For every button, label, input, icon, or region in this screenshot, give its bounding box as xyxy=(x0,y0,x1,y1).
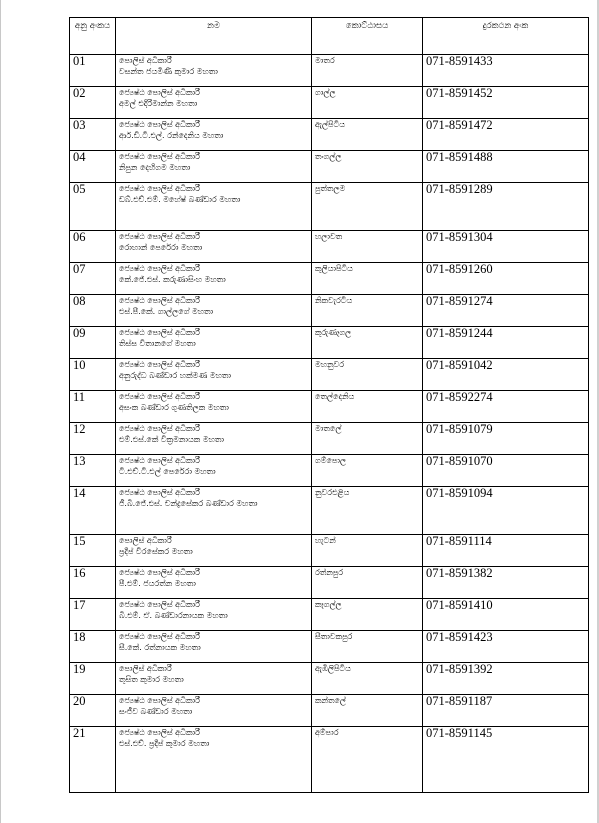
officer-cell xyxy=(116,695,312,727)
officer-rank: ජ්‍යෙෂ්ඨ පොලිස් අධිකාරී xyxy=(119,424,200,433)
table-row xyxy=(70,359,589,391)
table-row xyxy=(70,119,589,151)
table-row xyxy=(70,231,589,263)
table-row xyxy=(70,391,589,423)
phone-number: 071-8591070 xyxy=(423,455,589,487)
phone-number: 071-8591114 xyxy=(423,535,589,567)
officer-name: ඩබ්.එච්.එම්. මහේෂ් බණ්ඩාර මහතා xyxy=(119,195,241,204)
officer-cell xyxy=(116,119,312,151)
header-division: කොට්ඨාසය xyxy=(312,18,423,55)
officer-cell xyxy=(116,359,312,391)
officer-name: ප්‍රදීප් වීරසේකර මහතා xyxy=(119,547,193,556)
division-name: කුරුණෑගල xyxy=(312,327,423,359)
officer-rank: ජ්‍යෙෂ්ඨ පොලිස් අධිකාරී xyxy=(119,184,200,193)
phone-number: 071-8591392 xyxy=(423,663,589,695)
phone-number: 071-8591244 xyxy=(423,327,589,359)
division-name: රත්නපුර xyxy=(312,567,423,599)
division-name: ඇඹිලිපිටිය xyxy=(312,663,423,695)
phone-number: 071-8591145 xyxy=(423,727,589,793)
row-number: 07 xyxy=(70,263,116,295)
officer-cell xyxy=(116,55,312,87)
officer-rank: ජ්‍යෙෂ්ඨ පොලිස් අධිකාරී xyxy=(119,696,200,705)
division-name: නුවරඑළිය xyxy=(312,487,423,535)
phone-number: 071-8591423 xyxy=(423,631,589,663)
officer-name: පී.එම්. ජයරත්න මහතා xyxy=(119,579,196,588)
table-row xyxy=(70,599,589,631)
viewer-left-edge xyxy=(0,0,1,823)
phone-number: 071-8591452 xyxy=(423,87,589,119)
officer-cell xyxy=(116,727,312,793)
row-number: 12 xyxy=(70,423,116,455)
table-row xyxy=(70,695,589,727)
row-number: 10 xyxy=(70,359,116,391)
row-number: 04 xyxy=(70,151,116,183)
officer-rank: ජ්‍යෙෂ්ඨ පොලිස් අධිකාරී xyxy=(119,88,200,97)
row-number: 06 xyxy=(70,231,116,263)
division-name: කන්තලේ xyxy=(312,695,423,727)
officer-cell xyxy=(116,487,312,535)
division-name: පුත්තලම xyxy=(312,183,423,231)
division-name: තංගල්ල xyxy=(312,151,423,183)
row-number: 02 xyxy=(70,87,116,119)
officer-name: අමල් එදිරිමාන්න මහතා xyxy=(119,99,198,108)
officer-cell xyxy=(116,599,312,631)
phone-number: 071-8591042 xyxy=(423,359,589,391)
officer-cell xyxy=(116,423,312,455)
table-row xyxy=(70,631,589,663)
table-row xyxy=(70,295,589,327)
officer-cell xyxy=(116,631,312,663)
phone-number: 071-8591410 xyxy=(423,599,589,631)
officer-rank: ජ්‍යෙෂ්ඨ පොලිස් අධිකාරී xyxy=(119,232,200,241)
table-row xyxy=(70,567,589,599)
phone-number: 071-8591382 xyxy=(423,567,589,599)
officer-cell xyxy=(116,87,312,119)
table-header-row xyxy=(70,18,589,55)
officer-cell xyxy=(116,455,312,487)
row-number: 21 xyxy=(70,727,116,793)
officer-name: සංජීව බණ්ඩාර මහතා xyxy=(119,707,193,716)
officer-rank: ජ්‍යෙෂ්ඨ පොලිස් අධිකාරී xyxy=(119,264,200,273)
division-name: නිකවැරටිය xyxy=(312,295,423,327)
officer-rank: ජ්‍යෙෂ්ඨ පොලිස් අධිකාරී xyxy=(119,152,200,161)
officer-name: අසංක බණ්ඩාර ගුණතිලක මහතා xyxy=(119,403,229,412)
header-no: අනු අංකය xyxy=(70,18,116,55)
officer-rank: ජ්‍යෙෂ්ඨ පොලිස් අධිකාරී xyxy=(119,120,200,129)
row-number: 01 xyxy=(70,55,116,87)
phone-number: 071-8591304 xyxy=(423,231,589,263)
header-phone: දුරකථන අංක xyxy=(423,18,589,55)
row-number: 09 xyxy=(70,327,116,359)
officer-name: නිපුන දෙහිගම මහතා xyxy=(119,163,191,172)
officer-cell xyxy=(116,535,312,567)
officer-cell xyxy=(116,567,312,599)
phone-number: 071-8591433 xyxy=(423,55,589,87)
phone-number: 071-8591260 xyxy=(423,263,589,295)
row-number: 19 xyxy=(70,663,116,695)
officer-rank: ජ්‍යෙෂ්ඨ පොලිස් අධිකාරී xyxy=(119,600,200,609)
table-row xyxy=(70,87,589,119)
officer-cell xyxy=(116,183,312,231)
phone-number: 071-8591079 xyxy=(423,423,589,455)
table-row xyxy=(70,423,589,455)
division-name: ඇල්පිටිය xyxy=(312,119,423,151)
division-name: ගම්පොල xyxy=(312,455,423,487)
officer-rank: ජ්‍යෙෂ්ඨ පොලිස් අධිකාරී xyxy=(119,296,200,305)
header-name: නම xyxy=(116,18,312,55)
officer-rank: ජ්‍යෙෂ්ඨ පොලිස් අධිකාරී xyxy=(119,632,200,641)
division-name: කෑගල්ල xyxy=(312,599,423,631)
table-row xyxy=(70,455,589,487)
row-number: 18 xyxy=(70,631,116,663)
officer-name: අනුරුද්ධ බණ්ඩාර හක්මණ මහතා xyxy=(119,371,232,380)
division-name: අම්පාර xyxy=(312,727,423,793)
phone-number: 071-8592274 xyxy=(423,391,589,423)
phone-number: 071-8591472 xyxy=(423,119,589,151)
officer-rank: ජ්‍යෙෂ්ඨ පොලිස් අධිකාරී xyxy=(119,456,200,465)
row-number: 13 xyxy=(70,455,116,487)
officer-name: එස්.එච්. ප්‍රදීප් කුමාර මහතා xyxy=(119,739,210,748)
row-number: 15 xyxy=(70,535,116,567)
row-number: 16 xyxy=(70,567,116,599)
phone-number: 071-8591187 xyxy=(423,695,589,727)
officer-rank: පොලිස් අධිකාරී xyxy=(119,664,172,673)
table-row xyxy=(70,327,589,359)
row-number: 05 xyxy=(70,183,116,231)
row-number: 14 xyxy=(70,487,116,535)
row-number: 20 xyxy=(70,695,116,727)
officer-cell xyxy=(116,263,312,295)
officer-rank: ජ්‍යෙෂ්ඨ පොලිස් අධිකාරී xyxy=(119,360,200,369)
officer-cell xyxy=(116,391,312,423)
officer-cell xyxy=(116,327,312,359)
table-row xyxy=(70,535,589,567)
officer-name: බී.එම්. ඒ. බණ්ඩාරනායක මහතා xyxy=(119,611,228,620)
row-number: 11 xyxy=(70,391,116,423)
division-name: හැටන් xyxy=(312,535,423,567)
officer-name: ටී.එච්.ටී.එල් පෙරේරා මහතා xyxy=(119,467,216,476)
table-row xyxy=(70,727,589,793)
phone-number: 071-8591289 xyxy=(423,183,589,231)
officer-rank: ජ්‍යෙෂ්ඨ පොලිස් අධිකාරී xyxy=(119,488,200,497)
officer-rank: ජ්‍යෙෂ්ඨ පොලිස් අධිකාරී xyxy=(119,392,200,401)
officer-rank: පොලිස් අධිකාරී xyxy=(119,536,172,545)
officer-rank: පොලිස් අධිකාරී xyxy=(119,56,172,65)
officer-cell xyxy=(116,231,312,263)
officer-name: තිස්ස විතානගේ මහතා xyxy=(119,339,196,348)
officer-name: වසන්ත ජයමිණී කුමාර මහතා xyxy=(119,67,218,76)
division-name: කුලියාපිටිය xyxy=(312,263,423,295)
officer-name: කේ.ජේ.එස්. කරුණාසිංහ මහතා xyxy=(119,275,226,284)
officer-rank: ජ්‍යෙෂ්ඨ පොලිස් අධිකාරී xyxy=(119,728,200,737)
table-row xyxy=(70,55,589,87)
table-row xyxy=(70,487,589,535)
officer-name: එම්.එස්.කේ වික්‍රමනායක මහතා xyxy=(119,435,225,444)
phone-number: 071-8591094 xyxy=(423,487,589,535)
officer-cell xyxy=(116,295,312,327)
division-name: මාතර xyxy=(312,55,423,87)
officer-name: සී.කේ. රත්නායක මහතා xyxy=(119,643,201,652)
officer-name: තුසිත කුමාර මහතා xyxy=(119,675,184,684)
phone-number: 071-8591274 xyxy=(423,295,589,327)
division-name: මහනුවර xyxy=(312,359,423,391)
division-name: තෙල්දෙනිය xyxy=(312,391,423,423)
row-number: 17 xyxy=(70,599,116,631)
officers-table xyxy=(69,17,589,793)
phone-number: 071-8591488 xyxy=(423,151,589,183)
table-row xyxy=(70,663,589,695)
officer-cell xyxy=(116,151,312,183)
officer-cell xyxy=(116,663,312,695)
division-name: සීතාවකපුර xyxy=(312,631,423,663)
division-name: මාතලේ xyxy=(312,423,423,455)
officer-name: ආර්.ඩී.ටී.එල්. රන්දෙනිය මහතා xyxy=(119,131,224,140)
division-name: ගාල්ල xyxy=(312,87,423,119)
officer-name: රොහාන් පෙරේරා මහතා xyxy=(119,243,203,252)
table-row xyxy=(70,151,589,183)
officer-rank: ජ්‍යෙෂ්ඨ පොලිස් අධිකාරී xyxy=(119,568,200,577)
table-row xyxy=(70,183,589,231)
row-number: 03 xyxy=(70,119,116,151)
officer-name: එස්.පී.කේ. ගාල්ලගේ මහතා xyxy=(119,307,214,316)
row-number: 08 xyxy=(70,295,116,327)
table-row xyxy=(70,263,589,295)
officer-name: ජී.බී.ජේ.එස්. චන්ද්‍රසේකර බණ්ඩාර මහතා xyxy=(119,499,258,508)
division-name: හලාවත xyxy=(312,231,423,263)
officer-rank: ජ්‍යෙෂ්ඨ පොලිස් අධිකාරී xyxy=(119,328,200,337)
table-body xyxy=(70,55,589,793)
